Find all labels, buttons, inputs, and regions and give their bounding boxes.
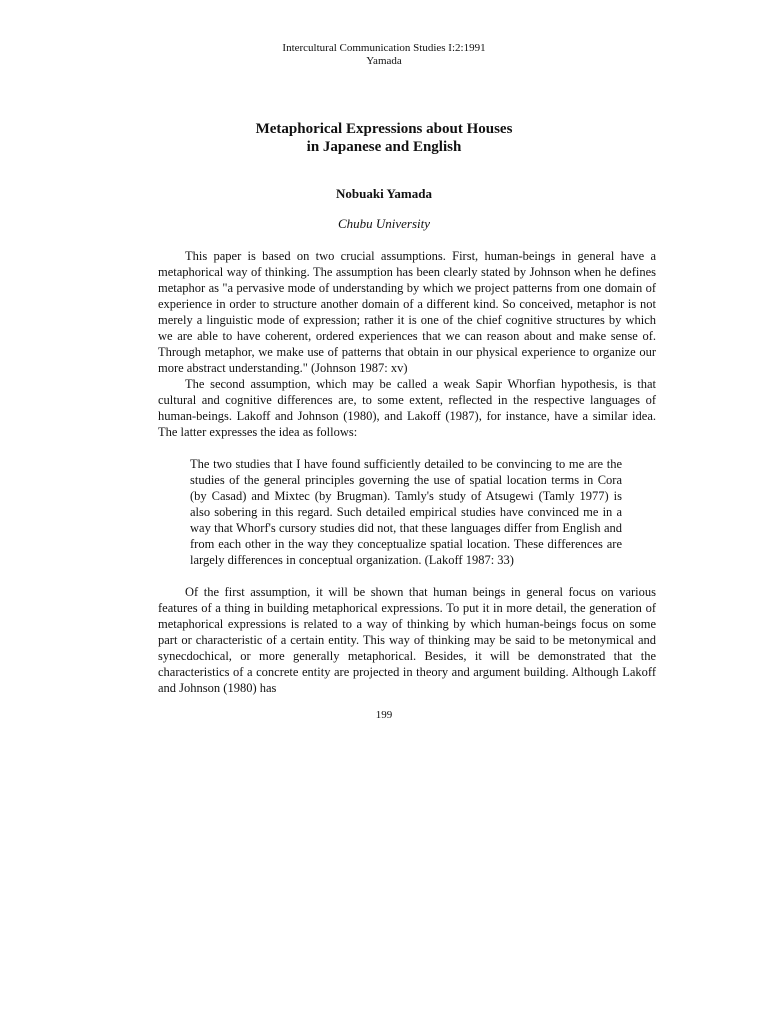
paragraph-1: This paper is based on two crucial assumptions. First, human-beings in general have a metaphorical way of thinking. The assumption has been clearly stated by Johnson when he defines metaphor as "a pervasive mode of understanding by which we project patterns from one domain of experience in order to structure another domain of a different kind. So conceived, metaphor is not merely a linguistic mode of expression; rather it is one of the chief cognitive structures by which we are able to have coherent, ordered experiences that we can reason about and make sense of. Through metaphor, we make use of patterns that obtain in our physical experience to organize our more abstract understanding." (Johnson 1987: xv)	[158, 249, 656, 375]
page-number: 199	[375, 709, 393, 721]
paragraph-3: Of the first assumption, it will be shown that human beings in general focus on various features of a thing in building metaphorical expressions. To put it in more detail, the generation of metaphorical expressions is related to a way of thinking by which human-beings focus on some part or characteristic of a certain entity. This way of thinking may be said to be metonymical and synecdochical, or more generally metaphorical. Besides, it will be demonstrated that the characteristics of a concrete entity are projected in theory and argument building. Although Lakoff and Johnson (1980) has	[158, 585, 656, 695]
author-name: Nobuaki Yamada	[336, 186, 432, 201]
block-quote: The two studies that I have found sufficiently detailed to be convincing to me are the studies of the general principles governing the use of spatial location terms in Cora (by Casad) and Mixtec (by Brugman). Tamly's study of Atsugewi (Tamly 1977) is also sobering in this regard. Such detailed empirical studies have convinced me in a way that Whorf's cursory studies did not, that these languages differ from English and from each other in the way they conceptualize spatial location. These differences are largely differences in conceptual organization. (Lakoff 1987: 33)	[190, 457, 622, 567]
title-line-2: in Japanese and English	[306, 139, 462, 155]
journal-header: Intercultural Communication Studies I:2:1991	[282, 42, 486, 54]
paragraph-2: The second assumption, which may be called a weak Sapir Whorfian hypothesis, is that cultural and cognitive differences are, to some extent, reflected in the respective languages of human-beings. Lakoff and Johnson (1980), and Lakoff (1987), for instance, have a similar idea. The latter expresses the idea as follows:	[158, 377, 656, 439]
running-author: Yamada	[366, 55, 402, 67]
author-affiliation: Chubu University	[337, 216, 431, 231]
title-line-1: Metaphorical Expressions about Houses	[255, 121, 513, 137]
